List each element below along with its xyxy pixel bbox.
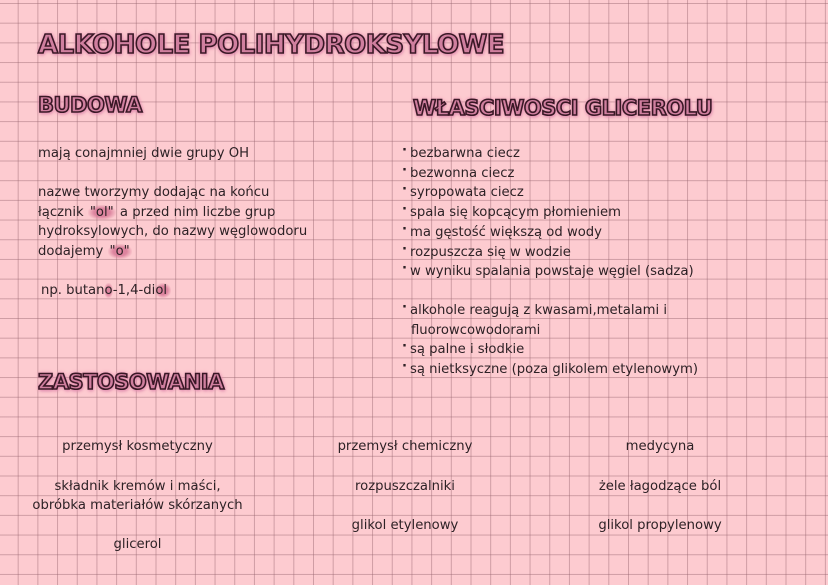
rule-line: hydroksylowych, do nazwy węglowodoru	[38, 224, 308, 240]
field: medycyna	[625, 439, 695, 454]
uses-column-medicine	[530, 437, 790, 536]
wlasciwosci-heading: WŁASCIWOSCI GLICEROLU	[413, 96, 713, 120]
use: rozpuszczalniki	[355, 478, 455, 494]
zastosowania-heading: ZASTOSOWANIA	[38, 370, 224, 394]
substance: glikol etylenowy	[351, 518, 459, 534]
substance: glikol propylenowy	[598, 518, 722, 534]
list-item: · w wyniku spalania powstaje węgiel (sadza)	[402, 262, 694, 282]
text: a przed nim liczbe grup	[115, 204, 276, 220]
list-item-continuation	[402, 321, 698, 341]
field: przemysł kosmetyczny	[62, 439, 213, 454]
list-item: · ma gęstość większą od wody	[402, 223, 694, 243]
text: np. butan	[41, 283, 105, 298]
highlight: ol	[155, 283, 171, 298]
highlight: o	[104, 283, 113, 298]
list-item: · alkohole reagują z kwasami,metalami i	[402, 301, 698, 321]
budowa-example	[41, 281, 171, 301]
list-item: · są palne i słodkie	[402, 340, 698, 360]
page-title: ALKOHOLE POLIHYDROKSYLOWE	[38, 30, 505, 60]
rule-line	[38, 242, 307, 262]
text: łącznik	[38, 204, 88, 220]
budowa-naming-rule	[38, 183, 307, 262]
highlight: "o"	[109, 244, 130, 260]
use: składnik kremów i maści,	[54, 478, 221, 494]
text: dodajemy	[38, 244, 108, 260]
use: obróbka materiałów skórzanych	[32, 498, 243, 514]
rule-line: nazwe tworzymy dodając na końcu	[38, 185, 270, 200]
highlight: "ol"	[89, 204, 114, 220]
use: żele łagodzące ból	[598, 478, 722, 494]
list-item: · bezwonna ciecz	[402, 164, 694, 184]
list-item: · są nietksyczne (poza glikolem etylenowym)	[402, 360, 698, 380]
uses-column-chemical	[270, 437, 540, 536]
budowa-line: mają conajmniej dwie grupy OH	[38, 146, 250, 161]
list-item: · rozpuszcza się w wodzie	[402, 243, 694, 263]
text: -1,4-di	[112, 283, 156, 298]
text: fluorowcowodorami	[411, 322, 541, 338]
list-item: · bezbarwna ciecz	[402, 144, 694, 164]
list-item: · spala się kopcącym płomieniem	[402, 203, 694, 223]
budowa-heading: BUDOWA	[38, 93, 142, 117]
substance: glicerol	[113, 537, 162, 553]
rule-line	[38, 203, 307, 223]
list-item: · syropowata ciecz	[402, 183, 694, 203]
uses-column-cosmetic	[0, 437, 275, 555]
properties-list-2	[402, 301, 698, 380]
properties-list	[402, 144, 694, 282]
field: przemysł chemiczny	[337, 439, 473, 454]
